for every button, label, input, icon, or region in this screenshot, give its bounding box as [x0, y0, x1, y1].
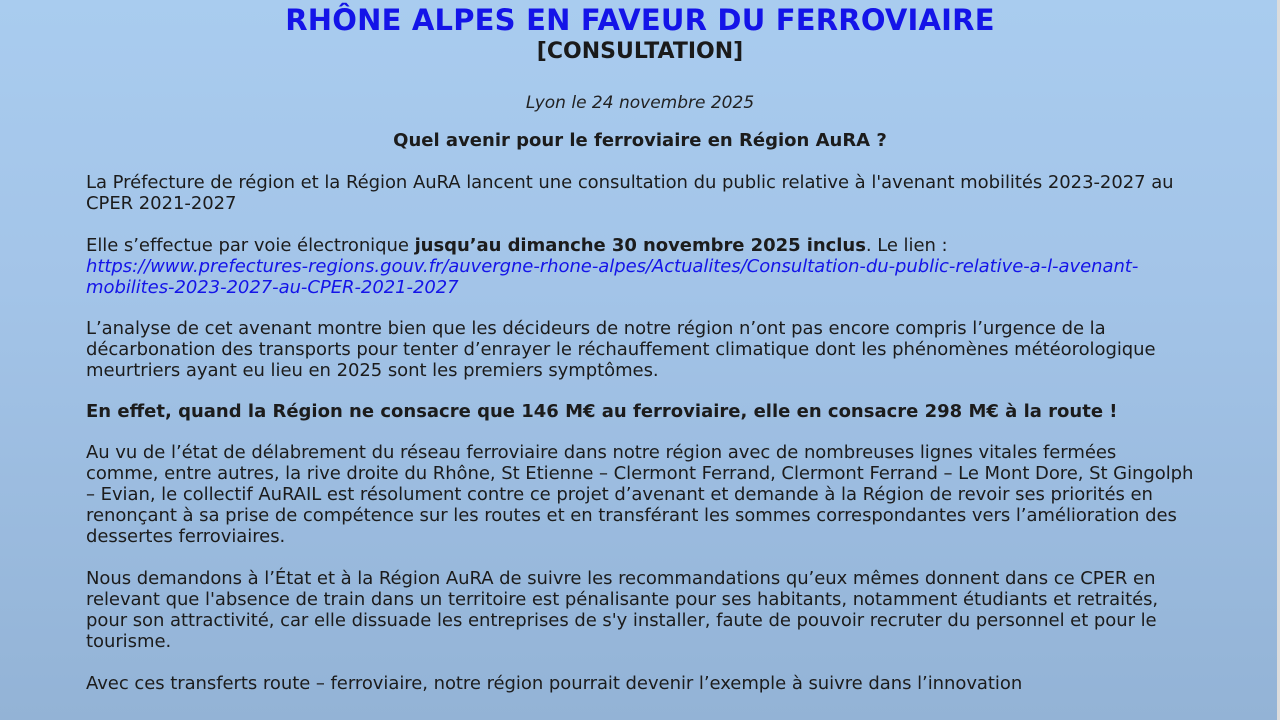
paragraph-budget-highlight: En effet, quand la Région ne consacre que 146 M€ au ferroviaire, elle en consacre 298 M€ à la route ! — [86, 401, 1118, 422]
paragraph-consultation: La Préfecture de région et la Région AuRA lancent une consultation du public relative à l'avenant mobilités 2023-2027 au CPER 2021-2027 — [86, 172, 1174, 214]
deadline-intro: Elle s’effectue par voie électronique — [86, 235, 415, 256]
consultation-link[interactable]: https://www.prefectures-regions.gouv.fr/auvergne-rhone-alpes/Actualites/Consultation-du-public-relative-a-l-avenant-mobilites-2023-2027-au-CPER-2021-2027 — [86, 256, 1139, 298]
section-question: Quel avenir pour le ferroviaire en Région AuRA ? — [393, 130, 887, 151]
dateline: Lyon le 24 novembre 2025 — [525, 93, 755, 113]
deadline-after: . Le lien : — [865, 235, 948, 256]
paragraph-demands: Nous demandons à l’État et à la Région AuRA de suivre les recommandations qu’eux mêmes donnent dans ce CPER en relevant que l'absence de train dans un territoire est pénalisante pour ses habitants, notamment étudiants et retraités, pour son attractivité, car elle dissuade les entreprises de s'y installer, faute de pouvoir recruter du personnel et pour le tourisme. — [86, 568, 1159, 652]
document-page — [86, 0, 1194, 694]
paragraph-deadline — [86, 235, 1194, 298]
deadline-date: jusqu’au dimanche 30 novembre 2025 inclus — [414, 235, 866, 256]
paragraph-analysis: L’analyse de cet avenant montre bien que les décideurs de notre région n’ont pas encore compris l’urgence de la décarbonation des transports pour tenter d’enrayer le réchauffement climatique dont les phénomènes météorologique meurtriers ayant eu lieu en 2025 sont les premiers symptômes. — [86, 318, 1156, 381]
paragraph-transfers: Avec ces transferts route – ferroviaire, notre région pourrait devenir l’exemple à suivre dans l’innovation — [86, 673, 1023, 694]
page-subtitle: [CONSULTATION] — [536, 39, 744, 64]
page-title: RHÔNE ALPES EN FAVEUR DU FERROVIAIRE — [285, 3, 995, 37]
paragraph-network: Au vu de l’état de délabrement du réseau ferroviaire dans notre région avec de nombreuses lignes vitales fermées comme, entre autres, la rive droite du Rhône, St Etienne – Clermont Ferrand, Clermont Ferrand – Le Mont Dore, St Gingolph – Evian, le collectif AuRAIL est résolument contre ce projet d’avenant et demande à la Région de revoir ses priorités en renonçant à sa prise de compétence sur les routes et en transférant les sommes correspondantes vers l’amélioration des dessertes ferroviaires. — [86, 442, 1194, 547]
